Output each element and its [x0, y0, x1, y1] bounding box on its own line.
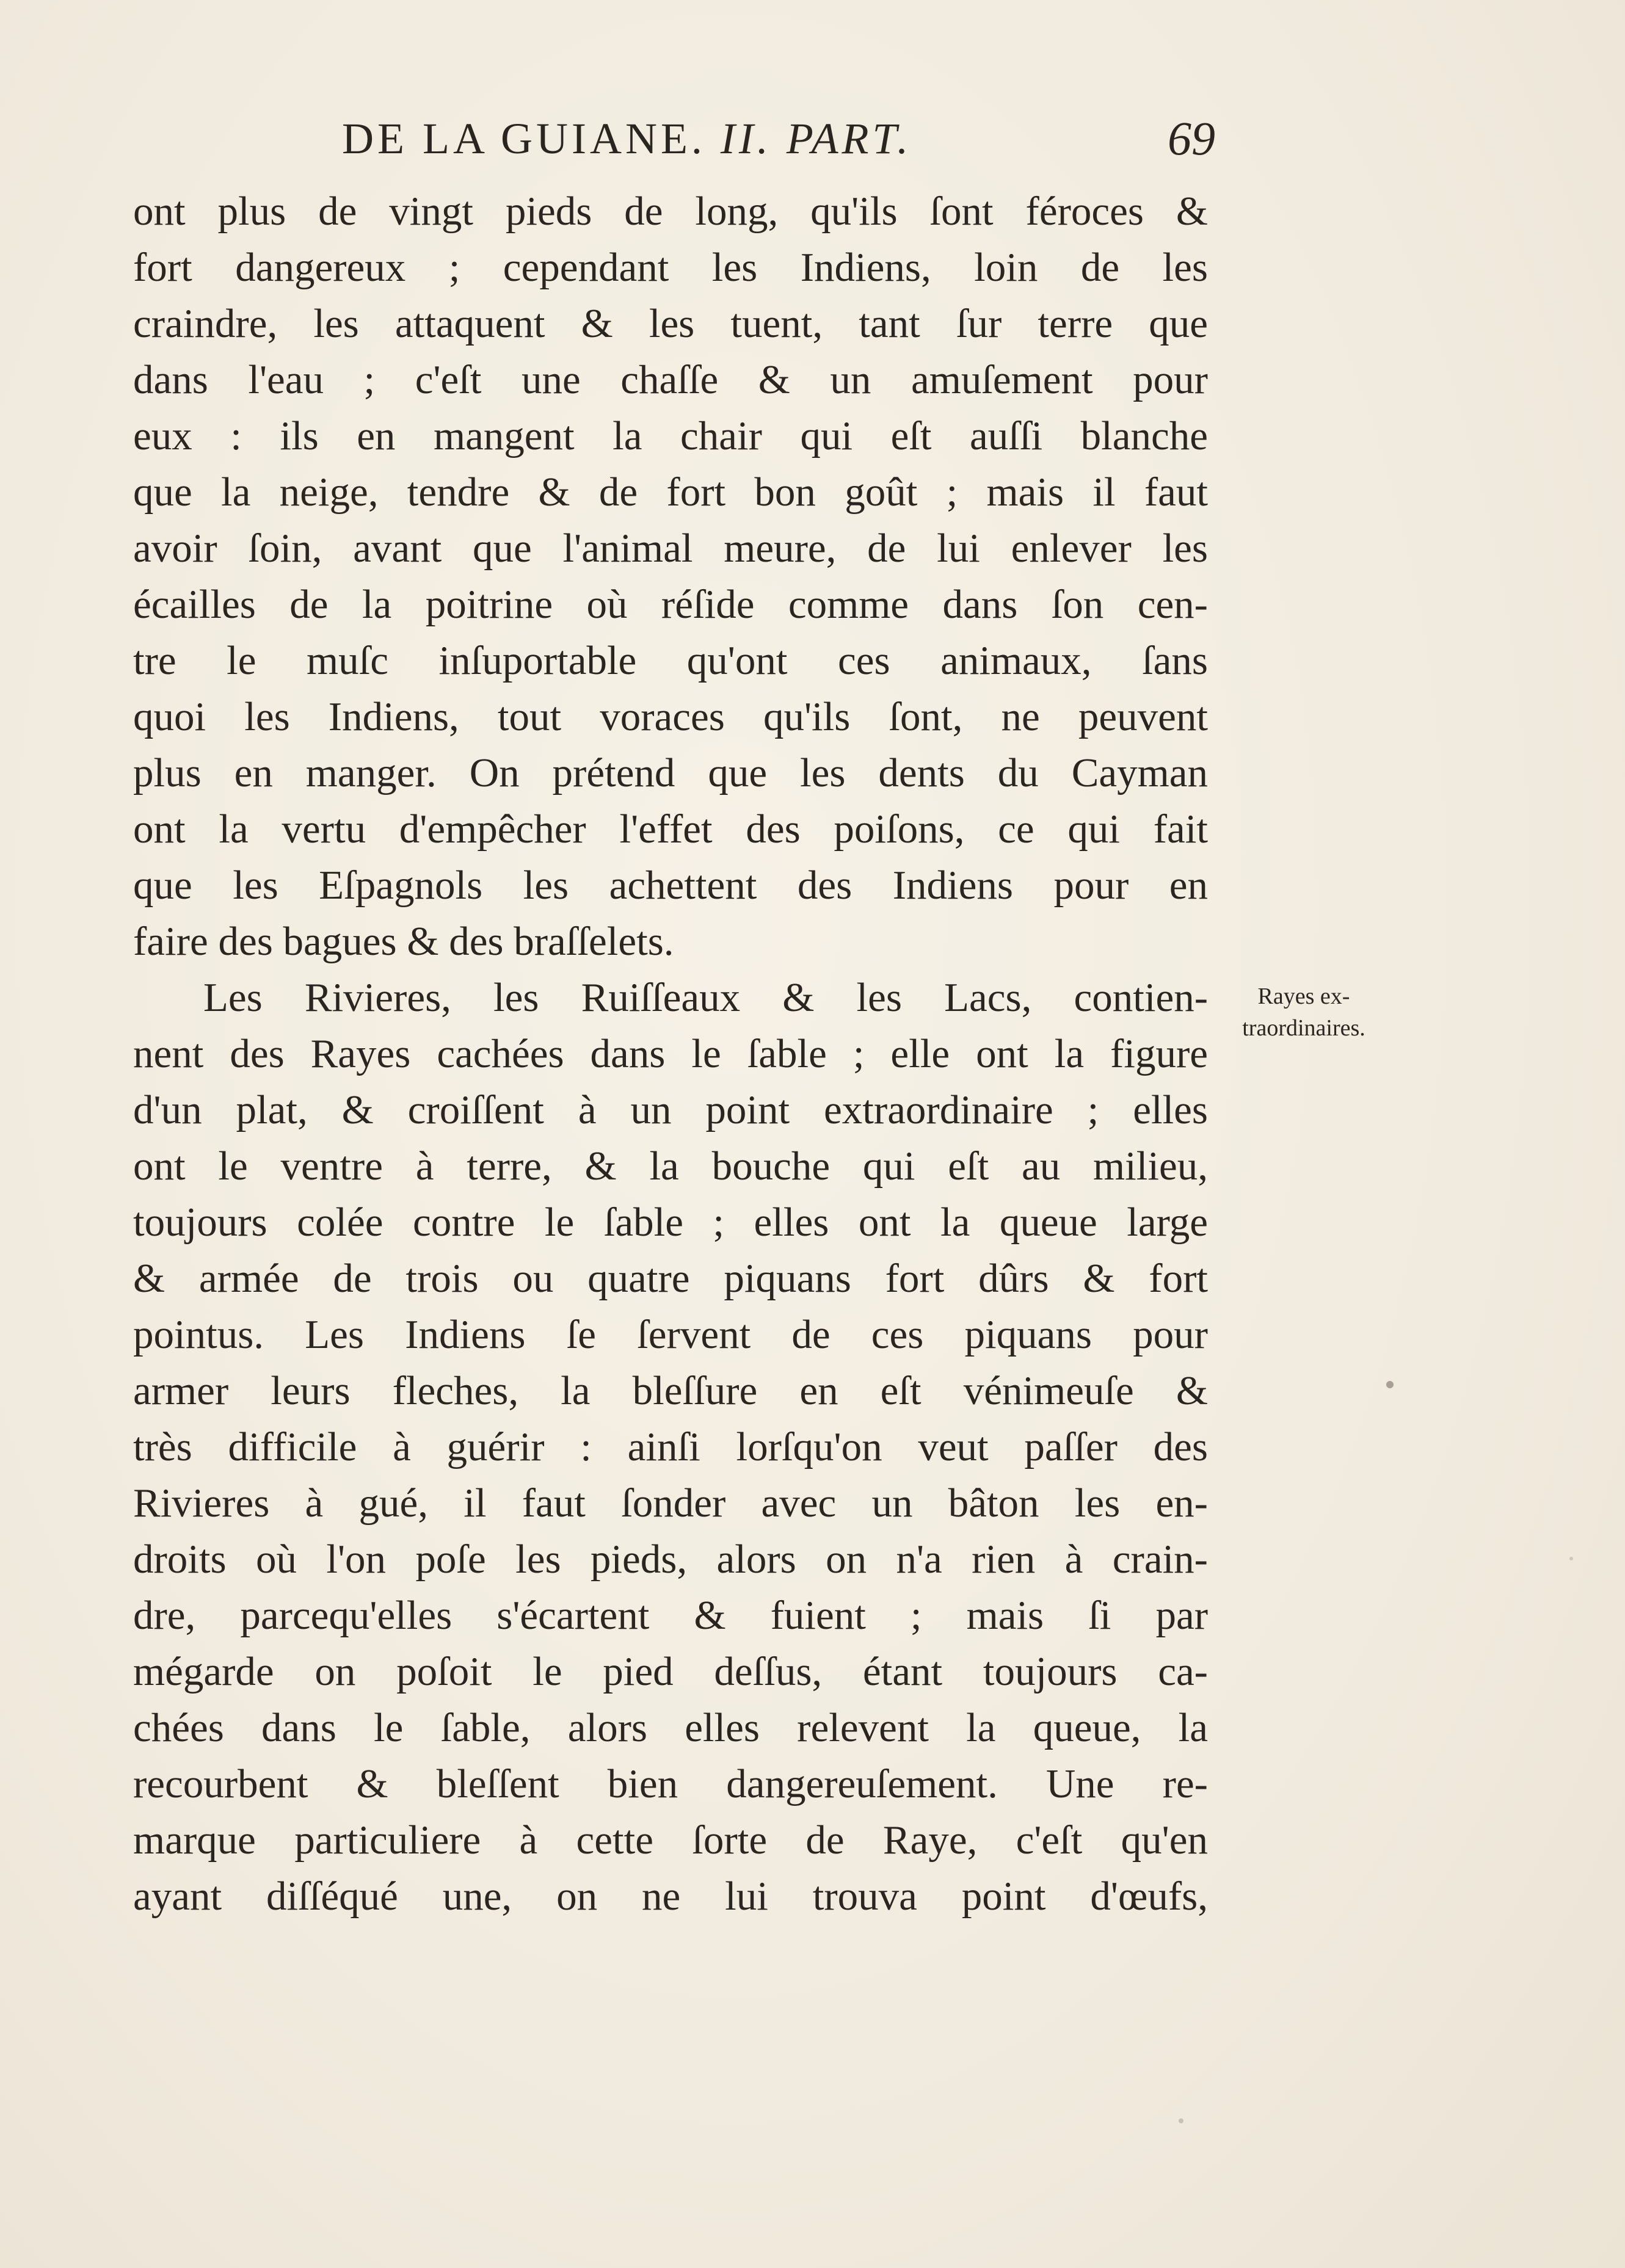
text-line: ont le ventre à terre, & la bouche qui eſt au milieu, — [133, 1143, 1208, 1189]
paragraph-start-line: Les Rivieres, les Ruiſſeaux & les Lacs, contien- — [203, 975, 1208, 1020]
text-line: craindre, les attaquent & les tuent, tant ſur terre que — [133, 301, 1208, 346]
text-line: ayant diſſéqué une, on ne lui trouva point d'œufs, — [133, 1874, 1208, 1919]
running-head-part: II. PART. — [720, 114, 912, 163]
text-line: dre, parcequ'elles s'écartent & fuient ; mais ſi par — [133, 1593, 1208, 1638]
text-line: nent des Rayes cachées dans le ſable ; elle ont la figure — [133, 1031, 1208, 1076]
text-line: tre le muſc inſuportable qu'ont ces animaux, ſans — [133, 638, 1208, 683]
text-line: quoi les Indiens, tout voraces qu'ils ſont, ne peuvent — [133, 694, 1208, 739]
text-line: chées dans le ſable, alors elles relevent la queue, la — [133, 1705, 1208, 1750]
text-line: dans l'eau ; c'eſt une chaſſe & un amuſement pour — [133, 357, 1208, 402]
text-line: faire des bagues & des braſſelets. — [133, 919, 674, 964]
text-line: que les Eſpagnols les achettent des Indiens pour en — [133, 863, 1208, 908]
text-line: très difficile à guérir : ainſi lorſqu'on veut paſſer des — [133, 1424, 1208, 1469]
margin-note-line: traordinaires. — [1242, 1015, 1365, 1041]
body-text — [133, 183, 1208, 1924]
text-line: armer leurs fleches, la bleſſure en eſt vénimeuſe & — [133, 1368, 1208, 1413]
paper-speck — [1179, 2118, 1183, 2123]
page-header — [342, 105, 1215, 172]
text-line: d'un plat, & croiſſent à un point extraordinaire ; elles — [133, 1087, 1208, 1132]
text-line: Rivieres à gué, il faut ſonder avec un bâton les en- — [133, 1480, 1208, 1526]
running-head-title: DE LA GUIANE. — [342, 114, 706, 163]
paper-speck — [1386, 1381, 1394, 1388]
running-head — [342, 105, 912, 172]
paper-speck — [1569, 1557, 1573, 1560]
text-line: que la neige, tendre & de fort bon goût ; mais il faut — [133, 469, 1208, 515]
text-line: droits où l'on poſe les pieds, alors on n'a rien à crain- — [133, 1537, 1208, 1582]
text-line: fort dangereux ; cependant les Indiens, loin de les — [133, 245, 1208, 290]
text-line: mégarde on poſoit le pied deſſus, étant toujours ca- — [133, 1649, 1208, 1694]
text-line: eux : ils en mangent la chair qui eſt auſſi blanche — [133, 413, 1208, 458]
margin-note-line: Rayes ex- — [1257, 984, 1350, 1009]
text-line: marque particuliere à cette ſorte de Raye, c'eſt qu'en — [133, 1817, 1208, 1863]
text-line: recourbent & bleſſent bien dangereuſement. Une re- — [133, 1761, 1208, 1806]
text-line: ont la vertu d'empêcher l'effet des poiſons, ce qui fait — [133, 806, 1208, 852]
text-line: toujours colée contre le ſable ; elles ont la queue large — [133, 1200, 1208, 1245]
text-line: plus en manger. On prétend que les dents du Cayman — [133, 750, 1208, 795]
text-line: ont plus de vingt pieds de long, qu'ils ſont féroces & — [133, 189, 1208, 234]
text-line: pointus. Les Indiens ſe ſervent de ces piquans pour — [133, 1312, 1208, 1357]
text-line: & armée de trois ou quatre piquans fort dûrs & fort — [133, 1256, 1208, 1301]
text-line: avoir ſoin, avant que l'animal meure, de lui enlever les — [133, 526, 1208, 571]
page-number: 69 — [1168, 112, 1215, 165]
text-line: écailles de la poitrine où réſide comme dans ſon cen- — [133, 582, 1208, 627]
margin-note — [1215, 980, 1392, 1044]
